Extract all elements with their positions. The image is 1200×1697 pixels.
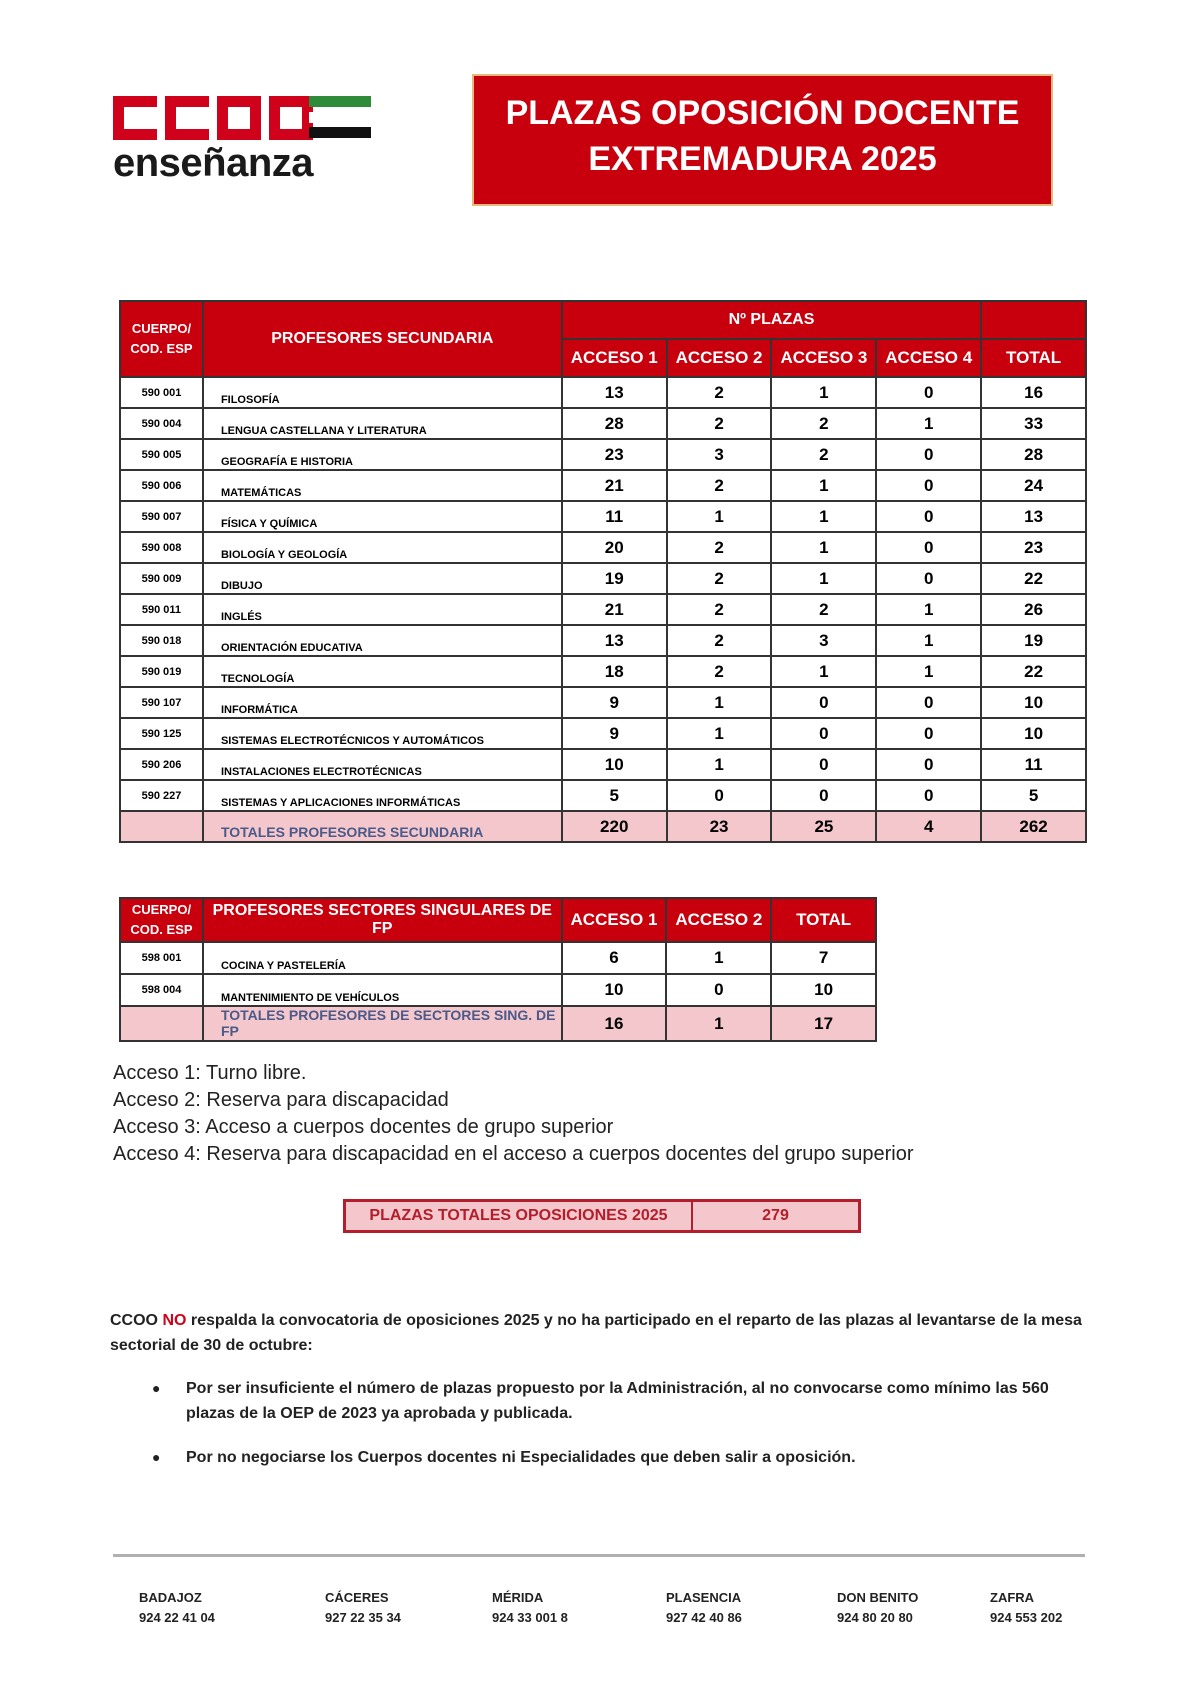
fp-header-acceso-1: ACCESO 1 [562,898,667,942]
row-code: 590 011 [120,594,203,625]
row-acceso-1: 19 [562,563,667,594]
office-plasencia [666,1588,742,1628]
fp-header-acceso-2: ACCESO 2 [666,898,771,942]
totals-label: TOTALES PROFESORES SECUNDARIA [203,811,562,842]
row-acceso-2: 2 [667,594,772,625]
row-total: 23 [981,532,1086,563]
header-acceso-2: ACCESO 2 [667,339,772,377]
office-city: MÉRIDA [492,1590,544,1605]
row-code: 590 019 [120,656,203,687]
row-acceso-1: 23 [562,439,667,470]
row-acceso-4: 0 [876,377,981,408]
totals-code [120,811,203,842]
row-total: 22 [981,656,1086,687]
table-row [120,408,1086,439]
row-acceso-4: 0 [876,439,981,470]
row-acceso-1: 10 [562,974,667,1006]
header-plazas: Nº PLAZAS [562,301,981,339]
row-acceso-4: 0 [876,780,981,811]
row-total: 11 [981,749,1086,780]
row-acceso-4: 0 [876,563,981,594]
row-acceso-3: 1 [771,563,876,594]
row-total: 24 [981,470,1086,501]
row-total: 16 [981,377,1086,408]
row-acceso-2: 1 [667,749,772,780]
row-code: 590 006 [120,470,203,501]
table-row [120,501,1086,532]
row-name: TECNOLOGÍA [203,656,562,687]
totals-acceso-2: 23 [667,811,772,842]
totals-total: 17 [771,1006,876,1041]
row-acceso-3: 0 [771,687,876,718]
row-code: 598 004 [120,974,203,1006]
row-acceso-3: 1 [771,377,876,408]
row-acceso-1: 5 [562,780,667,811]
office-city: DON BENITO [837,1590,919,1605]
totals-acceso-1: 220 [562,811,667,842]
row-acceso-4: 0 [876,687,981,718]
office-merida [492,1588,568,1628]
office-badajoz [139,1588,215,1628]
row-code: 590 008 [120,532,203,563]
row-acceso-2: 0 [667,780,772,811]
row-acceso-2: 0 [666,974,771,1006]
row-name: DIBUJO [203,563,562,594]
acceso-legend [113,1060,913,1168]
page-title [472,74,1053,206]
row-acceso-2: 2 [667,563,772,594]
row-total: 22 [981,563,1086,594]
row-name: MATEMÁTICAS [203,470,562,501]
row-acceso-2: 1 [667,687,772,718]
office-phone: 924 22 41 04 [139,1610,215,1625]
row-acceso-1: 20 [562,532,667,563]
table-row [120,470,1086,501]
office-phone: 927 42 40 86 [666,1610,742,1625]
row-total: 5 [981,780,1086,811]
row-code: 590 018 [120,625,203,656]
row-acceso-4: 0 [876,718,981,749]
table-row [120,625,1086,656]
office-city: BADAJOZ [139,1590,202,1605]
row-name: FÍSICA Y QUÍMICA [203,501,562,532]
extremadura-flag-icon [309,96,371,138]
table-row [120,563,1086,594]
totals-acceso-4: 4 [876,811,981,842]
office-phone: 924 33 001 8 [492,1610,568,1625]
row-acceso-4: 0 [876,501,981,532]
office-city: PLASENCIA [666,1590,742,1605]
logo-word: enseñanza [113,141,314,185]
row-code: 590 227 [120,780,203,811]
row-acceso-2: 2 [667,408,772,439]
row-acceso-1: 9 [562,718,667,749]
table-row [120,377,1086,408]
legend-acceso-1: Acceso 1: Turno libre. [113,1062,307,1084]
row-name: INSTALACIONES ELECTROTÉCNICAS [203,749,562,780]
row-code: 590 009 [120,563,203,594]
fp-header-total: TOTAL [771,898,876,942]
row-acceso-3: 1 [771,656,876,687]
table-row [120,974,876,1006]
header-acceso-4: ACCESO 4 [876,339,981,377]
totals-acceso-3: 25 [771,811,876,842]
row-total: 10 [771,974,876,1006]
header-code: CUERPO/ COD. ESP [120,301,203,377]
header-acceso-3: ACCESO 3 [771,339,876,377]
table-row [120,718,1086,749]
row-acceso-3: 3 [771,625,876,656]
row-total: 13 [981,501,1086,532]
office-phone: 924 80 20 80 [837,1610,913,1625]
row-name: SISTEMAS ELECTROTÉCNICOS Y AUTOMÁTICOS [203,718,562,749]
office-phone: 927 22 35 34 [325,1610,401,1625]
row-acceso-2: 2 [667,656,772,687]
row-total: 10 [981,687,1086,718]
row-acceso-1: 21 [562,594,667,625]
row-acceso-4: 1 [876,408,981,439]
row-acceso-3: 0 [771,749,876,780]
statement-no: NO [162,1312,187,1329]
header-acceso-1: ACCESO 1 [562,339,667,377]
fp-header-name: PROFESORES SECTORES SINGULARES DE FP [203,898,562,942]
row-total: 26 [981,594,1086,625]
table-row [120,749,1086,780]
row-acceso-1: 11 [562,501,667,532]
row-name: INFORMÁTICA [203,687,562,718]
bullet-item: ● Por no negociarse los Cuerpos docentes ni Especialidades que deben salir a oposición. [152,1445,1092,1470]
row-acceso-1: 6 [562,942,667,974]
legend-acceso-4: Acceso 4: Reserva para discapacidad en el acceso a cuerpos docentes del grupo superior [113,1143,914,1165]
row-acceso-1: 13 [562,625,667,656]
row-acceso-1: 21 [562,470,667,501]
fp-table [119,897,877,1042]
row-acceso-3: 0 [771,780,876,811]
row-acceso-4: 0 [876,749,981,780]
row-acceso-2: 1 [667,501,772,532]
statement-pre: CCOO [110,1312,163,1329]
row-acceso-1: 10 [562,749,667,780]
legend-acceso-3: Acceso 3: Acceso a cuerpos docentes de grupo superior [113,1116,614,1138]
table-row [120,780,1086,811]
row-code: 590 206 [120,749,203,780]
row-acceso-4: 1 [876,625,981,656]
row-acceso-1: 9 [562,687,667,718]
fp-header-code: CUERPO/ COD. ESP [120,898,203,942]
totals-row [120,1006,876,1041]
row-acceso-1: 13 [562,377,667,408]
row-acceso-4: 1 [876,594,981,625]
table-row [120,532,1086,563]
table-row [120,594,1086,625]
row-acceso-3: 2 [771,408,876,439]
row-name: BIOLOGÍA Y GEOLOGÍA [203,532,562,563]
bullet-item: ● Por ser insuficiente el número de plazas propuesto por la Administración, al no convocarse como mínimo las 560 plazas de la OEP de 2023 ya aprobada y publicada. [152,1376,1092,1426]
row-code: 590 007 [120,501,203,532]
totals-row [120,811,1086,842]
table-row [120,656,1086,687]
office-city: ZAFRA [990,1590,1035,1605]
header-total: TOTAL [981,339,1086,377]
row-acceso-2: 2 [667,532,772,563]
row-acceso-3: 1 [771,470,876,501]
row-acceso-2: 1 [667,718,772,749]
row-name: ORIENTACIÓN EDUCATIVA [203,625,562,656]
row-acceso-3: 1 [771,532,876,563]
row-code: 590 001 [120,377,203,408]
grand-total-box [343,1199,861,1233]
row-acceso-4: 0 [876,532,981,563]
row-acceso-2: 2 [667,470,772,501]
grand-total-value: 279 [762,1207,789,1224]
office-don-benito [837,1588,918,1628]
header-name: PROFESORES SECUNDARIA [203,301,562,377]
title-line-2: EXTREMADURA 2025 [588,140,937,178]
totals-label: TOTALES PROFESORES DE SECTORES SING. DE FP [203,1006,562,1041]
row-name: SISTEMAS Y APLICACIONES INFORMÁTICAS [203,780,562,811]
row-acceso-3: 2 [771,594,876,625]
legend-acceso-2: Acceso 2: Reserva para discapacidad [113,1089,449,1111]
row-total: 33 [981,408,1086,439]
statement-bullets [152,1376,1092,1489]
row-acceso-2: 1 [666,942,771,974]
row-acceso-1: 28 [562,408,667,439]
row-code: 598 001 [120,942,203,974]
footer-divider [113,1554,1085,1557]
row-code: 590 125 [120,718,203,749]
row-name: COCINA Y PASTELERÍA [203,942,562,974]
row-acceso-4: 1 [876,656,981,687]
row-total: 10 [981,718,1086,749]
totals-total: 262 [981,811,1086,842]
row-total: 28 [981,439,1086,470]
table-row [120,942,876,974]
row-acceso-2: 3 [667,439,772,470]
ccoo-ensenanza-logo [113,96,373,186]
secundaria-table [119,300,1087,843]
row-name: LENGUA CASTELLANA Y LITERATURA [203,408,562,439]
row-acceso-3: 1 [771,501,876,532]
row-acceso-3: 0 [771,718,876,749]
row-acceso-1: 18 [562,656,667,687]
row-name: GEOGRAFÍA E HISTORIA [203,439,562,470]
row-code: 590 004 [120,408,203,439]
row-acceso-2: 2 [667,377,772,408]
row-code: 590 005 [120,439,203,470]
row-total: 7 [771,942,876,974]
office-city: CÁCERES [325,1590,389,1605]
grand-total-label: PLAZAS TOTALES OPOSICIONES 2025 [346,1202,693,1230]
row-code: 590 107 [120,687,203,718]
ccoo-letters [113,96,321,140]
ccoo-statement [110,1308,1090,1358]
row-name: MANTENIMIENTO DE VEHÍCULOS [203,974,562,1006]
row-acceso-2: 2 [667,625,772,656]
title-line-1: PLAZAS OPOSICIÓN DOCENTE [505,94,1020,132]
row-acceso-4: 0 [876,470,981,501]
row-name: INGLÉS [203,594,562,625]
totals-acceso-2: 1 [666,1006,771,1041]
row-total: 19 [981,625,1086,656]
office-caceres [325,1588,401,1628]
statement-post: respalda la convocatoria de oposiciones 2025 y no ha participado en el reparto de las plazas al levantarse de la mesa sectorial de 30 de octubre: [110,1312,1082,1354]
table-row [120,687,1086,718]
row-acceso-3: 2 [771,439,876,470]
office-zafra [990,1588,1062,1628]
office-phone: 924 553 202 [990,1610,1063,1625]
table-row [120,439,1086,470]
row-name: FILOSOFÍA [203,377,562,408]
totals-acceso-1: 16 [562,1006,667,1041]
header-blank [981,301,1086,339]
totals-code [120,1006,203,1041]
